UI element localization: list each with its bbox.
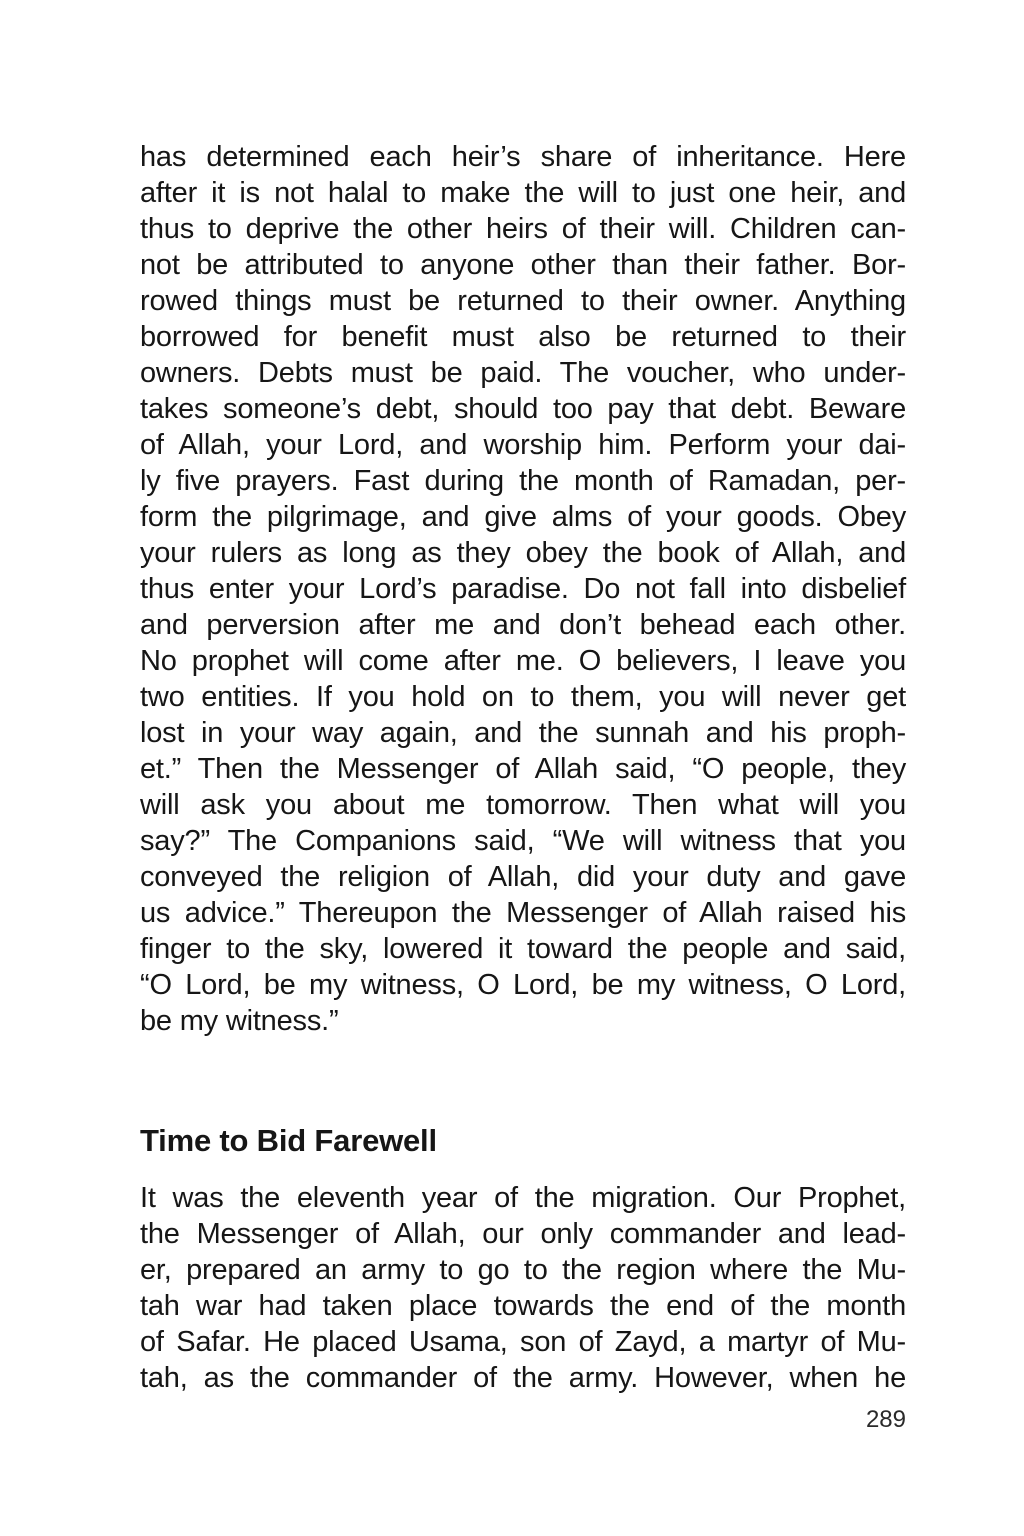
paragraph-line: form the pilgrimage, and give alms of your goods. Obey — [140, 501, 906, 533]
paragraph-line: It was the eleventh year of the migration. Our Prophet, — [140, 1182, 906, 1214]
paragraph-line: be my witness.” — [140, 1005, 339, 1037]
paragraph-line: ly five prayers. Fast during the month of Ramadan, per- — [140, 465, 906, 497]
paragraph-line: not be attributed to anyone other than their father. Bor- — [140, 249, 906, 281]
paragraph-line: finger to the sky, lowered it toward the people and said, — [140, 933, 906, 965]
paragraph-time-to-bid-farewell — [140, 1180, 906, 1396]
paragraph-line: tah, as the commander of the army. However, when he — [140, 1362, 906, 1394]
paragraph-line: has determined each heir’s share of inheritance. Here — [140, 141, 906, 173]
paragraph-line: conveyed the religion of Allah, did your duty and gave — [140, 861, 906, 893]
paragraph-line: two entities. If you hold on to them, you will never get — [140, 681, 906, 713]
paragraph-line: rowed things must be returned to their owner. Anything — [140, 285, 906, 317]
paragraph-line: er, prepared an army to go to the region where the Mu- — [140, 1254, 906, 1286]
text-block — [140, 139, 906, 1435]
paragraph-line: tah war had taken place towards the end of the month — [140, 1290, 906, 1322]
paragraph-line: No prophet will come after me. O believers, I leave you — [140, 645, 906, 677]
paragraph-line: your rulers as long as they obey the book of Allah, and — [140, 537, 906, 569]
paragraph-line: thus enter your Lord’s paradise. Do not fall into disbelief — [140, 573, 906, 605]
paragraph-line: takes someone’s debt, should too pay that debt. Beware — [140, 393, 906, 425]
paragraph-line: will ask you about me tomorrow. Then what will you — [140, 789, 906, 821]
paragraph-line: say?” The Companions said, “We will witness that you — [140, 825, 906, 857]
paragraph-line: borrowed for benefit must also be returned to their — [140, 321, 906, 353]
paragraph-line: lost in your way again, and the sunnah and his proph- — [140, 717, 906, 749]
paragraph-farewell-sermon — [140, 139, 906, 1039]
paragraph-line: us advice.” Thereupon the Messenger of Allah raised his — [140, 897, 906, 929]
paragraph-line: et.” Then the Messenger of Allah said, “O people, they — [140, 753, 906, 785]
paragraph-line: and perversion after me and don’t behead each other. — [140, 609, 906, 641]
paragraph-line: of Safar. He placed Usama, son of Zayd, a martyr of Mu- — [140, 1326, 906, 1358]
section-heading: Time to Bid Farewell — [140, 1123, 437, 1158]
paragraph-line: the Messenger of Allah, our only commander and lead- — [140, 1218, 906, 1250]
paragraph-line: “O Lord, be my witness, O Lord, be my witness, O Lord, — [140, 969, 906, 1001]
page-number: 289 — [865, 1406, 906, 1433]
paragraph-line: of Allah, your Lord, and worship him. Perform your dai- — [140, 429, 906, 461]
paragraph-line: owners. Debts must be paid. The voucher, who under- — [140, 357, 906, 389]
paragraph-line: after it is not halal to make the will to just one heir, and — [140, 177, 906, 209]
paragraph-line: thus to deprive the other heirs of their will. Children can- — [140, 213, 906, 245]
